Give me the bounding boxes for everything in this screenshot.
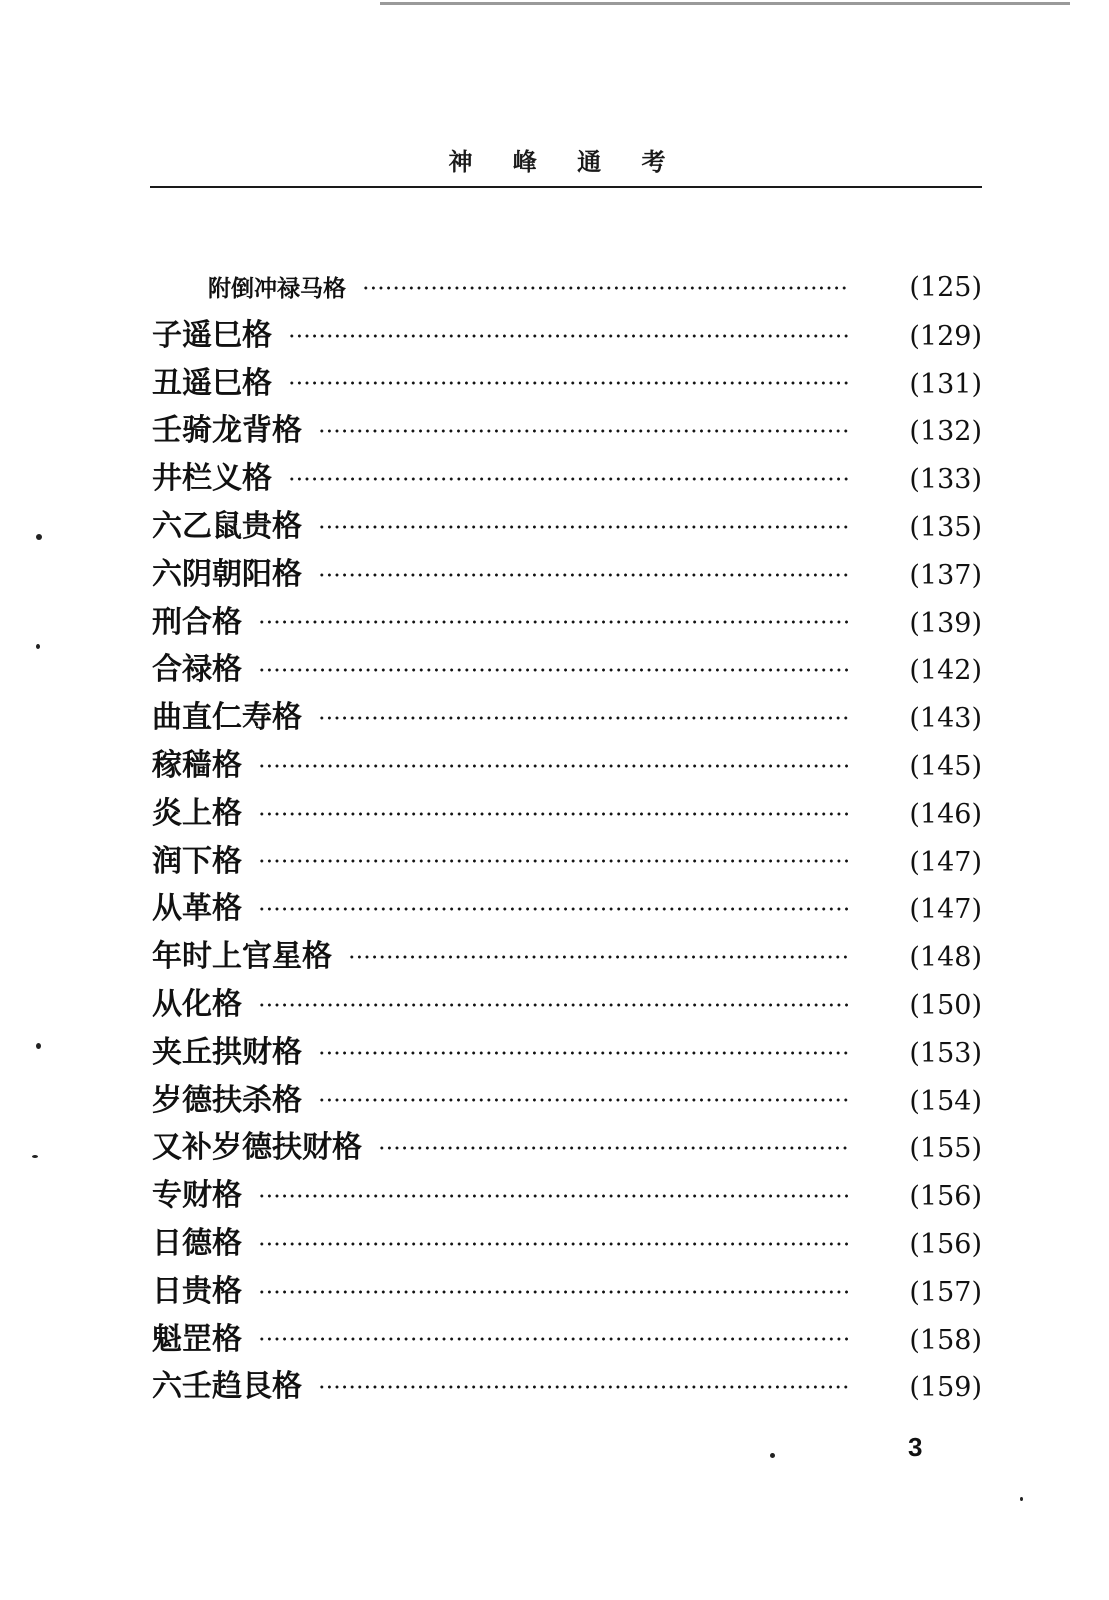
scan-speck <box>770 1453 775 1458</box>
toc-entry-title: 壬骑龙背格 <box>152 413 302 449</box>
toc-entry-title: 炎上格 <box>152 795 242 831</box>
toc-entry-title: 年时上官星格 <box>152 939 332 975</box>
toc-entry-page: (143) <box>909 703 982 735</box>
toc-entry <box>152 551 982 599</box>
toc-entry <box>152 264 982 312</box>
toc-entry-title: 日贵格 <box>152 1273 242 1309</box>
toc-entry-title: 子遥巳格 <box>152 317 272 353</box>
toc-entry-title: 润下格 <box>152 843 242 879</box>
toc-entry-page: (157) <box>909 1276 982 1308</box>
toc-leader-dots <box>318 1050 850 1056</box>
toc-entry <box>152 646 982 694</box>
toc-entry-title: 岁德扶杀格 <box>152 1082 302 1118</box>
toc-leader-dots <box>318 572 850 578</box>
toc-leader-dots <box>318 715 850 721</box>
toc-leader-dots <box>258 906 850 912</box>
toc-entry <box>152 1172 982 1220</box>
toc-entry-title: 夹丘拱财格 <box>152 1034 302 1070</box>
toc-entry-page: (129) <box>909 320 982 352</box>
toc-entry <box>152 503 982 551</box>
scan-speck <box>32 1155 38 1158</box>
toc-entry-title: 从化格 <box>152 986 242 1022</box>
table-of-contents <box>152 264 982 1411</box>
toc-entry <box>152 1220 982 1268</box>
toc-entry-title: 合禄格 <box>152 652 242 688</box>
toc-entry-page: (154) <box>909 1085 982 1117</box>
header-rule <box>150 186 982 188</box>
toc-entry-page: (125) <box>909 272 982 303</box>
toc-leader-dots <box>318 1384 850 1390</box>
toc-entry <box>152 360 982 408</box>
toc-leader-dots <box>258 1241 850 1247</box>
toc-entry-title: 从革格 <box>152 891 242 927</box>
toc-leader-dots <box>348 954 850 960</box>
toc-leader-dots <box>362 285 850 291</box>
toc-entry-title: 专财格 <box>152 1178 242 1214</box>
toc-entry-title: 魁罡格 <box>152 1321 242 1357</box>
page-number: 3 <box>908 1432 923 1462</box>
toc-leader-dots <box>258 1193 850 1199</box>
toc-entry-page: (145) <box>909 750 982 782</box>
toc-entry-title: 六壬趋艮格 <box>152 1369 302 1405</box>
toc-entry-title: 稼穑格 <box>152 747 242 783</box>
toc-leader-dots <box>288 476 850 482</box>
toc-entry <box>152 455 982 503</box>
toc-entry-page: (156) <box>909 1181 982 1213</box>
toc-entry-page: (142) <box>909 655 982 687</box>
top-edge-rule <box>380 2 1070 5</box>
toc-entry <box>152 1029 982 1077</box>
toc-leader-dots <box>318 428 850 434</box>
toc-leader-dots <box>258 811 850 817</box>
toc-entry <box>152 790 982 838</box>
toc-entry-title: 曲直仁寿格 <box>152 700 302 736</box>
toc-entry <box>152 933 982 981</box>
toc-entry-page: (135) <box>909 511 982 543</box>
toc-leader-dots <box>288 380 850 386</box>
toc-entry <box>152 1268 982 1316</box>
toc-entry-title: 六乙鼠贵格 <box>152 508 302 544</box>
toc-entry <box>152 885 982 933</box>
toc-entry <box>152 1124 982 1172</box>
toc-leader-dots <box>258 1002 850 1008</box>
toc-entry-page: (137) <box>909 559 982 591</box>
toc-entry <box>152 838 982 886</box>
toc-leader-dots <box>258 1336 850 1342</box>
toc-entry-page: (150) <box>909 989 982 1021</box>
toc-entry-title: 六阴朝阳格 <box>152 556 302 592</box>
toc-entry <box>152 1316 982 1364</box>
toc-entry-page: (133) <box>909 464 982 496</box>
toc-entry-page: (146) <box>909 798 982 830</box>
toc-entry-title: 刑合格 <box>152 604 242 640</box>
scan-speck <box>36 1043 41 1049</box>
toc-entry <box>152 694 982 742</box>
toc-entry <box>152 1363 982 1411</box>
toc-entry-page: (153) <box>909 1037 982 1069</box>
toc-entry-title: 丑遥巳格 <box>152 365 272 401</box>
toc-entry-page: (139) <box>909 607 982 639</box>
toc-leader-dots <box>378 1145 850 1151</box>
toc-entry <box>152 599 982 647</box>
toc-entry <box>152 407 982 455</box>
toc-leader-dots <box>258 619 850 625</box>
scan-speck <box>36 644 40 649</box>
toc-entry-page: (147) <box>909 846 982 878</box>
toc-leader-dots <box>288 333 850 339</box>
running-head: 神 峰 通 考 <box>448 147 682 176</box>
toc-entry-page: (147) <box>909 894 982 926</box>
toc-entry-page: (148) <box>909 942 982 974</box>
toc-entry-page: (155) <box>909 1133 982 1165</box>
toc-leader-dots <box>258 858 850 864</box>
toc-entry-page: (159) <box>909 1372 982 1404</box>
toc-entry-title: 又补岁德扶财格 <box>152 1130 362 1166</box>
toc-entry-page: (158) <box>909 1324 982 1356</box>
toc-entry-title: 井栏义格 <box>152 461 272 497</box>
toc-entry-title: 日德格 <box>152 1225 242 1261</box>
toc-entry-title: 附倒冲禄马格 <box>208 275 346 302</box>
scan-speck <box>36 534 42 540</box>
toc-leader-dots <box>258 667 850 673</box>
toc-entry <box>152 312 982 360</box>
toc-leader-dots <box>318 524 850 530</box>
toc-leader-dots <box>258 1289 850 1295</box>
toc-leader-dots <box>258 763 850 769</box>
toc-leader-dots <box>318 1097 850 1103</box>
toc-entry-page: (132) <box>909 416 982 448</box>
toc-entry-page: (131) <box>909 368 982 400</box>
toc-entry-page: (156) <box>909 1228 982 1260</box>
toc-entry <box>152 1077 982 1125</box>
toc-entry <box>152 742 982 790</box>
scan-speck <box>1020 1497 1023 1501</box>
toc-entry <box>152 981 982 1029</box>
